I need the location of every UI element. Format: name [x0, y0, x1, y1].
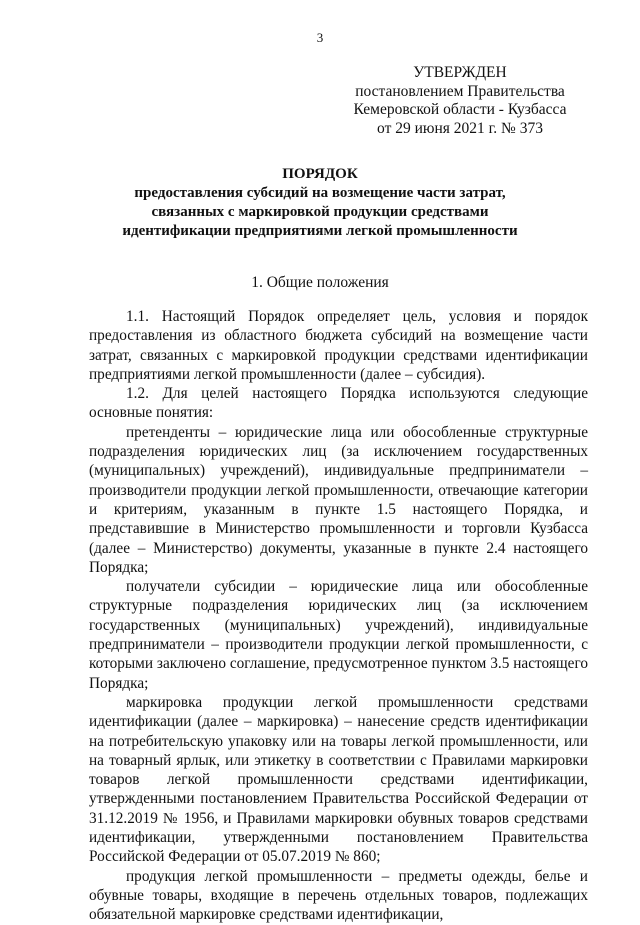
- approval-authority: постановлением Правительства: [355, 82, 565, 100]
- page-number: 3: [316, 30, 324, 45]
- approval-region: Кемеровской области - Кузбасса: [353, 101, 567, 118]
- section-body: [89, 307, 588, 925]
- approval-title: УТВЕРЖДЕН: [413, 64, 507, 81]
- paragraph-products: продукция легкой промышленности – предметы одежды, белье и обувные товары, входящие в перечень отдельных товаров, подлежащих обязательной маркировке средствами идентификации,: [89, 867, 588, 924]
- paragraph-recipients: получатели субсидии – юридические лица или обособленные структурные подразделения юридических лиц (за исключением государственных (муниципальных) учреждений), индивидуальные предприниматели – производители продукции легкой промышленности, с которыми заключено соглашение, предусмотренное пунктом 3.5 настоящего Порядка;: [89, 578, 588, 692]
- paragraph-1-2: 1.2. Для целей настоящего Порядка используются следующие основные понятия:: [89, 385, 588, 422]
- paragraph-marking: маркировка продукции легкой промышленности средствами идентификации (далее – маркировка) – нанесение средств идентификации на потребительскую упаковку или на товары легкой промышленности, или на товарный ярлык, или этикетку в соответствии с Правилами маркировки товаров легкой промышленности средствами идентификации, утвержденными постановлением Правительства Российской Федерации от 31.12.2019 № 1956, и Правилами маркировки обувных товаров средствами идентификации, утвержденными постановлением Правительства Российской Федерации от 05.07.2019 № 860;: [89, 693, 588, 866]
- paragraph-applicants: претенденты – юридические лица или обособленные структурные подразделения юридических лиц (за исключением государственных (муниципальных) учреждений), индивидуальные предприниматели – производители продукции легкой промышленности, отвечающие категории и критериям, указанным в пункте 1.5 настоящего Порядка, и представившие в Министерство промышленности и торговли Кузбасса (далее – Министерство) документы, указанные в пункте 2.4 настоящего Порядка;: [89, 423, 588, 576]
- approval-stamp: [340, 64, 580, 138]
- approval-date: от 29 июня 2021 г. № 373: [377, 119, 543, 137]
- paragraph-1-1: 1.1. Настоящий Порядок определяет цель, условия и порядок предоставления из областного бюджета субсидий на возмещение части затрат, связанных с маркировкой продукции средствами идентификации предприятиями легкой промышленности (далее – субсидия).: [89, 308, 588, 383]
- section-heading: 1. Общие положения: [251, 274, 389, 291]
- title-subtitle: предоставления субсидий на возмещение части затрат, связанных с маркировкой продукции средствами идентификации предприятиями легкой промышленности: [122, 185, 518, 239]
- title-heading: ПОРЯДОК: [282, 166, 358, 182]
- document-title: [110, 165, 530, 241]
